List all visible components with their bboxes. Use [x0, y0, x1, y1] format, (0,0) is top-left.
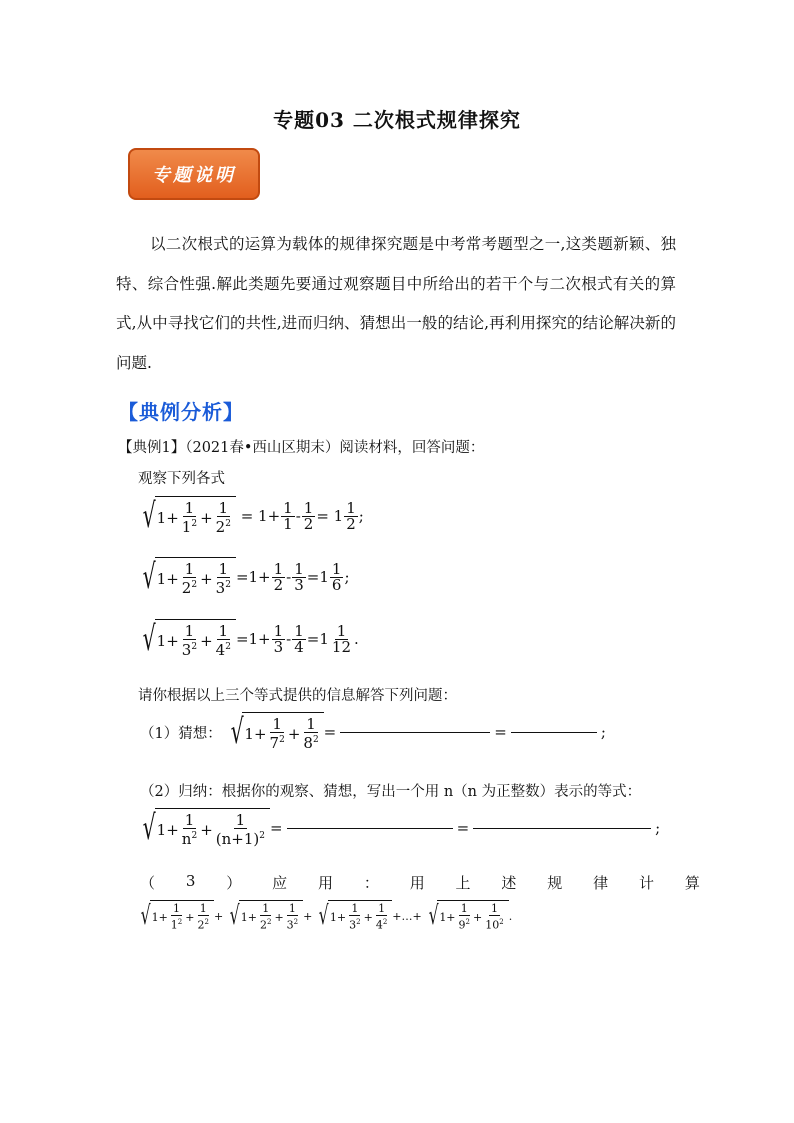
q1-blank-2[interactable] [511, 731, 597, 733]
q2-label: （2）归纳：根据你的观察、猜想，写出一个用 n（n 为正整数）表示的等式： [140, 784, 642, 800]
question-3-expression: √ 1+ $\frac{1}{1^2}$ + $\frac{1}{2^2}$ + √ 1+ $\frac{1}{2^2}$ + $\frac{1}{3^2}$ + √ 1+ $\frac{1}{3^2}$ + $\frac{1}{4^2}$ +…+ √ 1+ $\frac{1}{9^2}$ + $\frac{1}{10^2}$ . [140, 901, 513, 932]
observe-label: 观察下列各式 [138, 471, 225, 487]
q1-blank-1[interactable] [340, 731, 490, 733]
section-heading: 【典例分析】 [118, 400, 244, 424]
q2-blank-1[interactable] [287, 827, 453, 829]
example-heading: 【典例1】（2021春•西山区期末）阅读材料，回答问题： [118, 440, 485, 456]
question-2-equation: √ 1+ $\frac{1}{n^2}$ + $\frac{1}{(n+1)^2}$ = = ; [142, 808, 661, 848]
question-1: （1）猜想： √ 1+ $\frac{1}{7^2}$ + $\frac{1}{8^2}$ = = ; [140, 712, 606, 752]
q1-label: （1）猜想： [140, 725, 222, 742]
intro-text: 以二次根式的运算为载体的规律探究题是中考常考题型之一,这类题新颖、独特、综合性强.解此类题先要通过观察题目中所给出的若干个与二次根式有关的算式,从中寻找它们的共性,进而归纳、猜想出一般的结论,再利用探究的结论解决新的问题. [116, 235, 676, 372]
equation-1: √ 1+ $\frac{1}{1^2}$ + $\frac{1}{2^2}$ = 1+ $\frac{1}{1}$ - $\frac{1}{2}$ = 1 $\frac{1}{2}$ ; [142, 496, 364, 536]
equation-2: √ 1+ $\frac{1}{2^2}$ + $\frac{1}{3^2}$ =1+ $\frac{1}{2}$ - $\frac{1}{3}$ =1 $\frac{1}{6}$ ; [142, 557, 350, 597]
question-3-label: （ 3 ） 应 用 ： 用 上 述 规 律 计 算 [140, 872, 700, 892]
q2-blank-2[interactable] [473, 827, 651, 829]
intro-paragraph [116, 225, 676, 383]
page-title: 专题03 二次根式规律探究 [273, 108, 521, 132]
topic-badge: 专题说明 [128, 148, 260, 200]
prompt-text: 请你根据以上三个等式提供的信息解答下列问题： [138, 688, 457, 704]
equation-3: √ 1+ $\frac{1}{3^2}$ + $\frac{1}{4^2}$ =1+ $\frac{1}{3}$ - $\frac{1}{4}$ =1 $\frac{1}{12}$ . [142, 619, 359, 659]
